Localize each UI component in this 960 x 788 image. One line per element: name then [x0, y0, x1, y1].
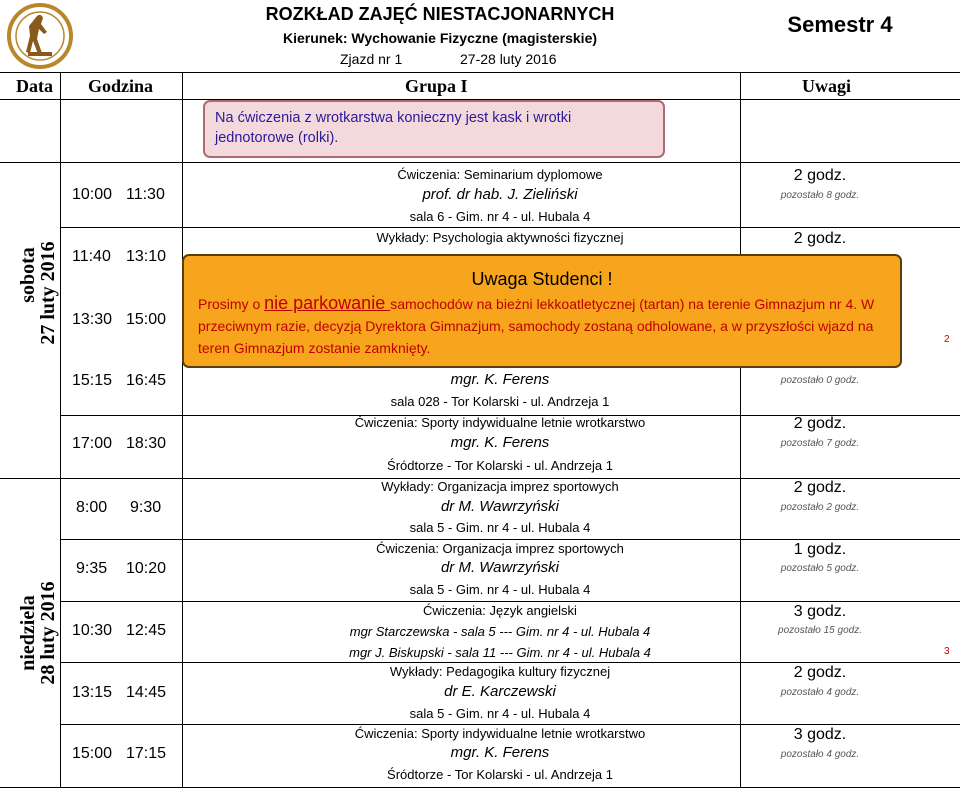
start-time: 15:15 [72, 372, 113, 389]
class-room: sala 5 - Gim. nr 4 - ul. Hubala 4 [409, 706, 591, 721]
grid-line [182, 72, 183, 788]
end-time: 15:00 [126, 311, 167, 328]
class-subject: Ćwiczenia: Organizacja imprez sportowych [376, 541, 624, 556]
day-date: 28 luty 2016 [37, 581, 59, 685]
row-separator [60, 227, 960, 228]
start-time: 8:00 [76, 499, 108, 516]
table-header [0, 72, 960, 100]
start-time: 13:30 [72, 311, 113, 328]
parking-warning [182, 254, 902, 368]
class-subject: Wykłady: Pedagogika kultury fizycznej [389, 664, 611, 679]
day-hours-total: 2 [944, 334, 950, 345]
hours-remaining: pozostało 5 godz. [780, 563, 860, 574]
class-room: Śródtorze - Tor Kolarski - ul. Andrzeja 1 [387, 458, 613, 473]
row-separator [60, 662, 960, 663]
row-separator [60, 724, 960, 725]
row-separator [60, 601, 960, 602]
class-subject: Ćwiczenia: Sporty indywidualne letnie wrotkarstwo [354, 726, 646, 741]
class-hours: 1 godz. [793, 541, 847, 558]
class-hours: 2 godz. [793, 415, 847, 432]
class-subject: Wykłady: Psychologia aktywności fizycznej [376, 230, 624, 245]
class-teacher: mgr. K. Ferens [450, 744, 550, 761]
program-subtitle: Kierunek: Wychowanie Fizyczne (magisterskie) [282, 30, 598, 46]
end-time: 10:20 [126, 560, 167, 577]
class-teacher: dr M. Wawrzyński [440, 559, 560, 576]
start-time: 13:15 [72, 684, 113, 701]
class-hours: 2 godz. [793, 167, 847, 184]
end-time: 13:10 [126, 248, 167, 265]
warning-text: Prosimy o [198, 296, 265, 312]
class-room: sala 5 - Gim. nr 4 - ul. Hubala 4 [409, 582, 591, 597]
column-header-uwagi: Uwagi [802, 76, 851, 96]
class-teacher: dr E. Karczewski [444, 683, 556, 700]
hours-remaining: pozostało 4 godz. [780, 687, 860, 698]
class-room: sala 028 - Tor Kolarski - ul. Andrzeja 1 [390, 394, 610, 409]
end-time: 16:45 [126, 372, 167, 389]
class-room: sala 5 - Gim. nr 4 - ul. Hubala 4 [409, 520, 591, 535]
class-hours: 3 godz. [793, 603, 847, 620]
semester-label: Semestr 4 [787, 12, 893, 37]
hours-remaining: pozostało 8 godz. [780, 190, 860, 201]
meeting-number: Zjazd nr 1 [340, 51, 403, 67]
class-hours: 3 godz. [793, 726, 847, 743]
hours-remaining: pozostało 0 godz. [780, 375, 860, 386]
class-teacher: mgr Starczewska - sala 5 --- Gim. nr 4 - ul. Hubala 4 [349, 624, 651, 639]
column-header-godzina: Godzina [88, 76, 154, 96]
day-name: niedziela [17, 595, 39, 671]
start-time: 10:30 [72, 622, 113, 639]
start-time: 11:40 [72, 248, 111, 265]
end-time: 18:30 [126, 435, 167, 452]
column-header-data: Data [16, 76, 53, 96]
class-subject: Ćwiczenia: Seminarium dyplomowe [397, 167, 603, 182]
day-hours-total: 3 [944, 646, 950, 657]
warning-text: samochodów na bieżni lekkoatletycznej (tartan) na terenie Gimnazjum nr 4. W przeciwnym razie, decyzją Dyrektora Gimnazjum, samochody zostaną odholowane, a w przyszłości wjazd na teren Gimnazjum zostanie zamknięty. [198, 296, 875, 356]
class-subject: Ćwiczenia: Język angielski [423, 603, 577, 618]
class-hours: 2 godz. [793, 230, 847, 247]
class-subject: Ćwiczenia: Sporty indywidualne letnie wrotkarstwo [354, 415, 646, 430]
class-teacher: mgr. K. Ferens [450, 434, 550, 451]
class-room: mgr J. Biskupski - sala 11 --- Gim. nr 4 - ul. Hubala 4 [349, 645, 651, 660]
meeting-dates: 27-28 luty 2016 [460, 51, 557, 67]
grid-line [0, 162, 960, 163]
day-date: 27 luty 2016 [37, 241, 59, 345]
hours-remaining: pozostało 4 godz. [780, 749, 860, 760]
end-time: 17:15 [126, 745, 167, 762]
page-header [0, 0, 960, 72]
university-seal-icon [4, 2, 76, 70]
class-room: sala 6 - Gim. nr 4 - ul. Hubala 4 [409, 209, 591, 224]
class-teacher: dr M. Wawrzyński [440, 498, 560, 515]
class-subject: Wykłady: Organizacja imprez sportowych [381, 479, 619, 494]
equipment-notice: Na ćwiczenia z wrotkarstwa konieczny jest kask i wrotki jednotorowe (rolki). [203, 100, 665, 158]
day-name: sobota [17, 247, 39, 303]
start-time: 9:35 [76, 560, 108, 577]
warning-emphasis: nie parkowanie [264, 293, 391, 313]
end-time: 12:45 [126, 622, 167, 639]
end-time: 9:30 [130, 499, 162, 516]
hours-remaining: pozostało 15 godz. [778, 625, 862, 636]
class-teacher: mgr. K. Ferens [450, 371, 550, 388]
warning-body [198, 292, 888, 359]
row-separator [60, 539, 960, 540]
start-time: 10:00 [72, 186, 113, 203]
class-teacher: prof. dr hab. J. Zieliński [422, 186, 578, 203]
start-time: 15:00 [72, 745, 113, 762]
end-time: 11:30 [126, 186, 165, 203]
start-time: 17:00 [72, 435, 113, 452]
hours-remaining: pozostało 7 godz. [780, 438, 860, 449]
column-header-grupa: Grupa I [405, 76, 468, 96]
class-hours: 2 godz. [793, 479, 847, 496]
page-title: ROZKŁAD ZAJĘĆ NIESTACJONARNYCH [265, 4, 615, 24]
end-time: 14:45 [126, 684, 167, 701]
warning-title: Uwaga Studenci ! [471, 269, 613, 289]
class-room: Śródtorze - Tor Kolarski - ul. Andrzeja 1 [387, 767, 613, 782]
hours-remaining: pozostało 2 godz. [780, 502, 860, 513]
class-hours: 2 godz. [793, 664, 847, 681]
